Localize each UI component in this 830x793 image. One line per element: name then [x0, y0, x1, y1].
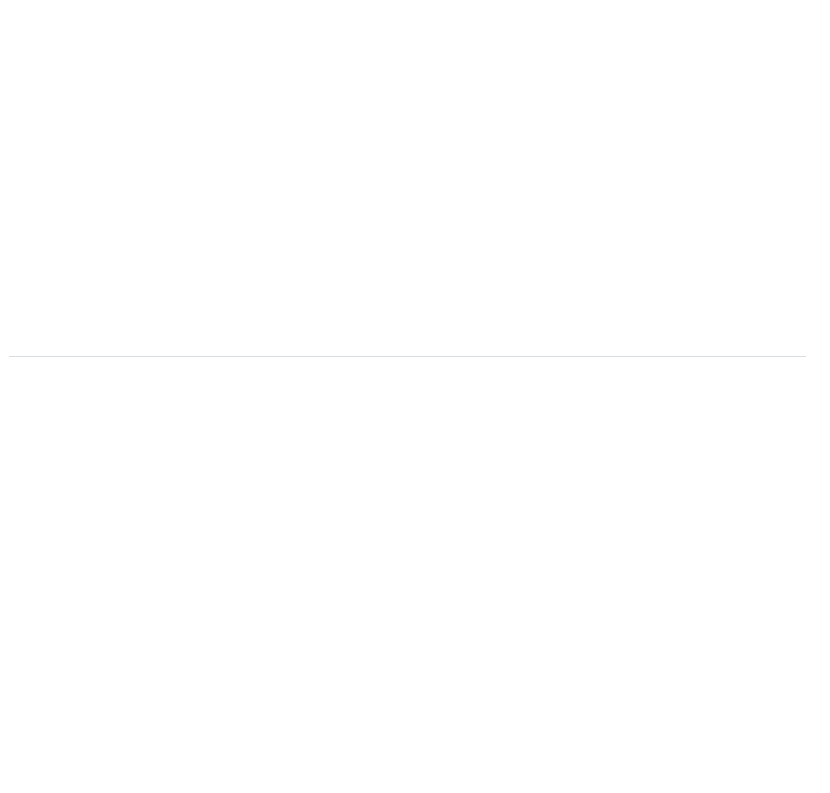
section-heading [9, 356, 806, 359]
